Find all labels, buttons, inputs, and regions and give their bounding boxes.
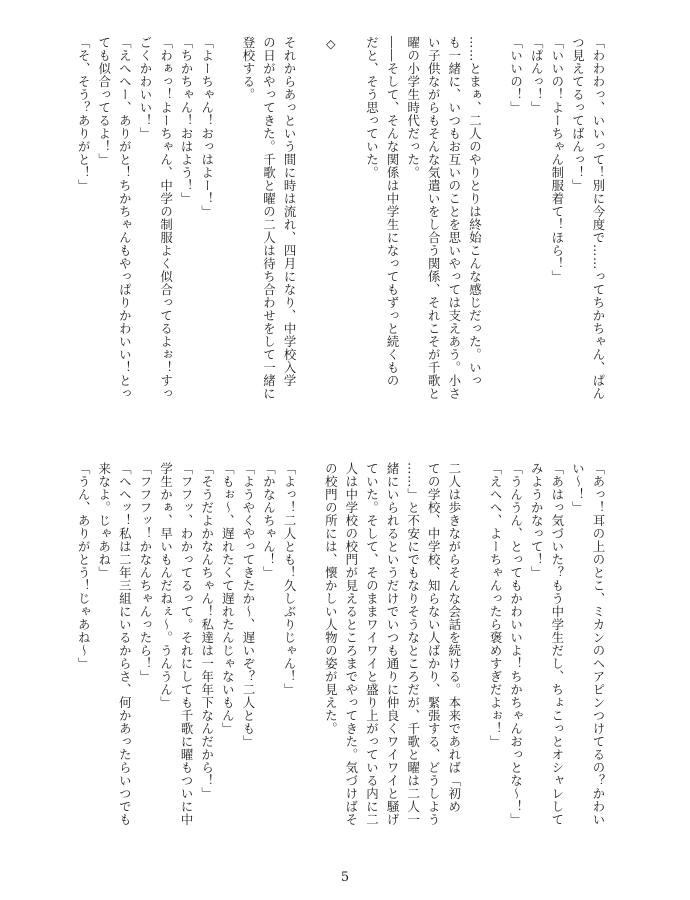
text-column <box>299 462 320 854</box>
text-column: 「いいの！」 <box>508 36 524 114</box>
text-column <box>340 36 361 424</box>
text-column: 「よっ！二人とも！久しぶりじゃん！」 <box>282 462 298 696</box>
text-column: 「ようやくやってきたか～、遅いぞ？二人とも」 <box>240 462 256 748</box>
top-text-block <box>68 36 608 424</box>
text-column: 「あっ！耳の上のとこ、ミカンのヘアピンつけてるの？かわい <box>591 462 606 826</box>
text-column: ……とまぁ、二人のやりとりは終始こんな感じだった。いっ <box>467 36 483 387</box>
text-column: 「へへッ！私は二年三組にいるからさ、何かあったらいつでも <box>117 462 133 826</box>
text-column: 二人は歩きながらそんな会話を続ける。本来であれば「初め <box>446 462 462 813</box>
text-column: 「あはっ気づいた？もう中学生だし、ちょこっとオシャレして <box>549 462 565 826</box>
text-column: 学生かぁ、早いもんだねぇ～。うんうん」 <box>158 462 174 709</box>
text-column: ていた。そして、そのままワイワイと盛り上がっている内に二 <box>364 462 380 826</box>
text-column: ての学校、中学校、知らない人ばかり、緊張する、どうしよう <box>426 462 442 826</box>
text-column: それからあっという間に時は流れ、四月になり、中学校入学 <box>282 36 298 387</box>
text-column: ……」と不安にでもなりそうなところだが、千歌と曜は二人一 <box>405 462 421 826</box>
text-column <box>464 462 485 854</box>
text-column: ◇ <box>323 36 339 52</box>
text-column: 人は中学校の校門が見えるところまでやってきた。気づけばそ <box>343 462 359 826</box>
bottom-text-block <box>68 462 608 854</box>
text-column: の校門の所には、懐かしい人物の姿が見えた。 <box>323 462 339 735</box>
text-column: 「そうだよかなんちゃん！私達は一年年下なんだから！」 <box>199 462 215 800</box>
text-column: 「わわわっ、いいって！別に今度で……ってちかちゃん、ぱん <box>591 36 606 400</box>
text-column: 「えへへー、ありがと！ちかちゃんもやっぱりかわいい！とっ <box>117 36 133 400</box>
text-column: ごくかわいい！」 <box>137 36 153 140</box>
text-column: ても似合ってるよ！」 <box>96 36 112 166</box>
text-column: 「フフフッ！かなんちゃんったら！」 <box>137 462 153 683</box>
text-column: 「もぉ～、遅れたくて遅れたんじゃないもん」 <box>220 462 236 735</box>
text-column: 「うん、ありがとう！じゃあね～」 <box>76 462 92 670</box>
text-column: 「うんうん、とってもかわいいよ！ちかちゃんおっとな～！」 <box>508 462 524 826</box>
text-column: も一緒に、いつもお互いのことを思いやっては支えあう。小さ <box>446 36 462 400</box>
page-number: 5 <box>340 870 350 885</box>
text-column: 登校する。 <box>240 36 256 101</box>
text-column: 「よーちゃん！おっはよー！」 <box>199 36 215 218</box>
text-column: 「わぁっ！よーちゃん、中学の制服よく似合ってるよぉ！すっ <box>158 36 174 400</box>
text-column <box>299 36 320 424</box>
text-column: ――そして、そんな関係は中学生になってもずっと続くもの <box>385 36 401 387</box>
text-column: の日がやってきた。千歌と曜の二人は待ち合わせをして一緒に <box>261 36 277 400</box>
text-column: みようかなって！」 <box>529 462 545 579</box>
text-column: 「ぱんっ！」 <box>529 36 545 114</box>
text-column: 「いいの！よーちゃん制服着て！ほら！」 <box>549 36 565 283</box>
text-column: だと、そう思っていた。 <box>364 36 380 179</box>
text-column: 「そ、そう？ありがと！」 <box>76 36 92 192</box>
text-column: 来なよ。じゃあね」 <box>96 462 112 579</box>
text-column <box>217 36 238 424</box>
text-column: 「ちかちゃん！おはよう！」 <box>179 36 195 205</box>
text-column: 「かなんちゃん！」 <box>261 462 277 579</box>
text-column: 緒にいられるというだけでいつも通りに仲良くワイワイと騒げ <box>385 462 401 826</box>
text-column: つ見えてるってばんっ！」 <box>570 36 586 192</box>
text-column: い～！」 <box>570 462 586 514</box>
text-column: い子供ながらもそんな気遣いをし合う関係、それこそが千歌と <box>426 36 442 400</box>
text-column: 「フフッ、わかってるって。それにしても千歌に曜もついに中 <box>179 462 195 826</box>
text-column: 「えへへ、よーちゃんったら褒めすぎだよぉ！」 <box>488 462 504 748</box>
text-column <box>484 36 505 424</box>
text-column: 曜の小学生時代だった。 <box>405 36 421 179</box>
